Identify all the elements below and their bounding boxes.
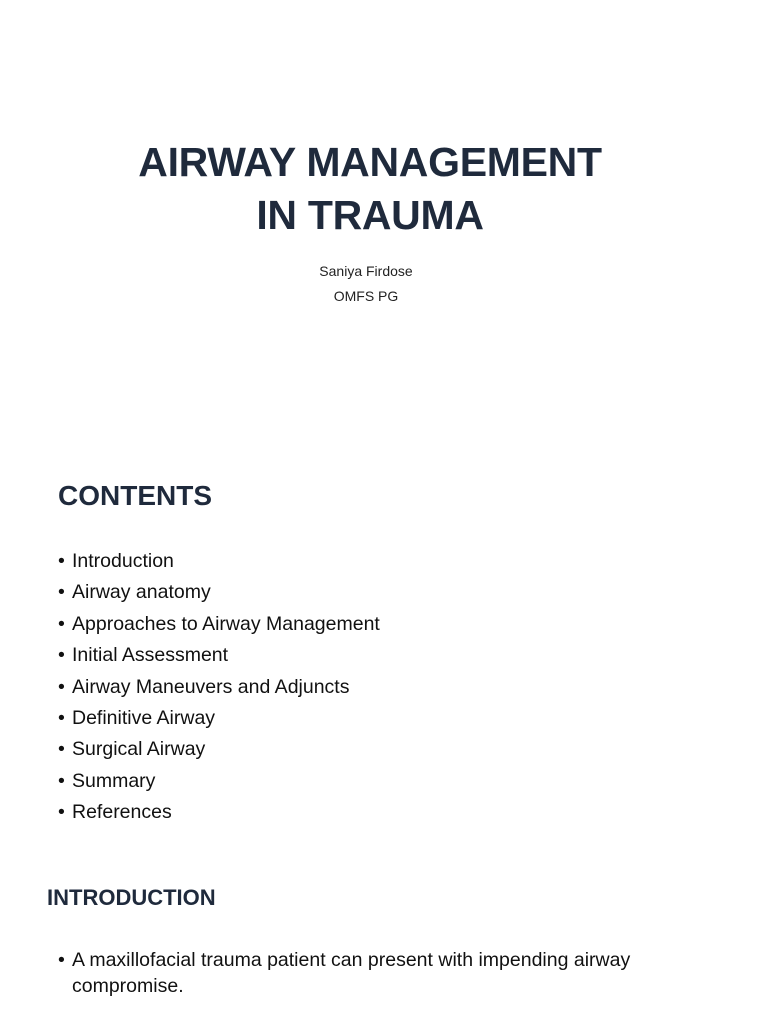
- bullet-icon: •: [58, 675, 65, 698]
- introduction-heading: INTRODUCTION: [47, 885, 216, 910]
- contents-item-label: Definitive Airway: [72, 707, 216, 730]
- contents-list: [58, 546, 380, 829]
- contents-item-label: Surgical Airway: [72, 738, 206, 761]
- contents-item: [58, 797, 380, 828]
- author-name: Saniya Firdose: [319, 263, 413, 279]
- contents-item: [58, 546, 380, 577]
- bullet-icon: •: [58, 769, 65, 792]
- contents-item: [58, 609, 380, 640]
- contents-item-label: Airway anatomy: [72, 581, 211, 604]
- contents-item: [58, 703, 380, 734]
- contents-item-label: References: [72, 801, 172, 824]
- contents-item: [58, 640, 380, 671]
- presentation-title-line-1: AIRWAY MANAGEMENT: [138, 139, 602, 185]
- bullet-icon: •: [58, 644, 65, 667]
- contents-item-label: Summary: [72, 769, 156, 792]
- bullet-icon: •: [58, 707, 65, 730]
- contents-item: [58, 766, 380, 797]
- bullet-icon: •: [58, 738, 65, 761]
- contents-item-label: Introduction: [72, 550, 174, 572]
- title-slide: [0, 136, 740, 242]
- introduction-bullet: [58, 947, 698, 999]
- presentation-title-line-2: IN TRAUMA: [256, 192, 484, 238]
- bullet-icon: •: [58, 550, 65, 572]
- introduction-bullet-text: A maxillofacial trauma patient can present with impending airway compromise.: [72, 949, 631, 997]
- bullet-icon: •: [58, 949, 65, 971]
- contents-item-label: Airway Maneuvers and Adjuncts: [72, 675, 350, 698]
- bullet-icon: •: [58, 801, 65, 824]
- title-slide-subtitle: [0, 259, 732, 309]
- bullet-icon: •: [58, 581, 65, 604]
- contents-item-label: Initial Assessment: [72, 644, 229, 667]
- bullet-icon: •: [58, 612, 65, 635]
- contents-item-label: Approaches to Airway Management: [72, 612, 380, 635]
- contents-item: [58, 577, 380, 608]
- introduction-list: [58, 947, 698, 999]
- contents-item: [58, 734, 380, 765]
- contents-heading: CONTENTS: [58, 480, 212, 511]
- author-affiliation: OMFS PG: [333, 288, 399, 304]
- contents-item: [58, 672, 380, 703]
